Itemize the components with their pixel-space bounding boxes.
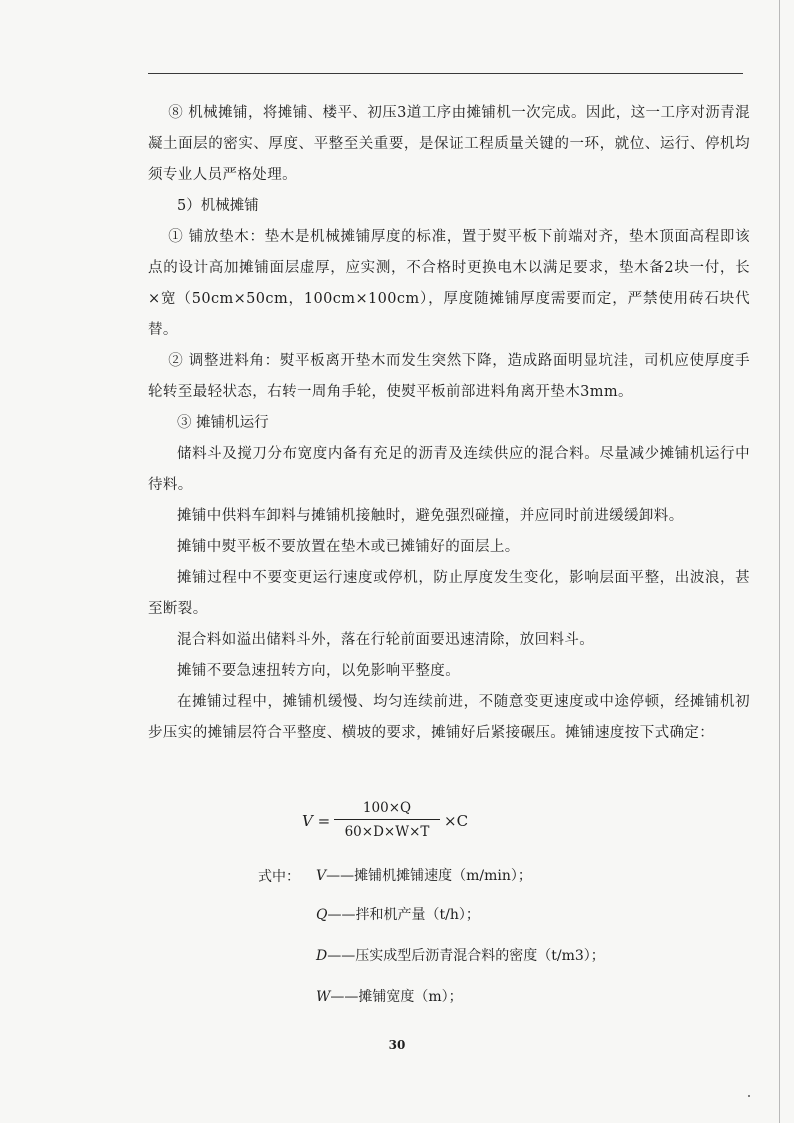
definitions-label: 式中： [258,869,300,885]
definition-v [316,865,532,887]
definition-symbol: W [316,989,331,1005]
paragraph-hopper-supply: 储料斗及搅刀分布宽度内备有充足的沥青及连续供应的混合料。尽量减少摊铺机运行中待料。 [148,446,750,493]
definition-text: ——摊铺宽度（m）； [330,989,463,1005]
paragraph-no-sharp-turns: 摊铺不要急速扭转方向，以免影响平整度。 [177,663,461,679]
paragraph-speed-constant: 摊铺过程中不要变更运行速度或停机，防止厚度发生变化，影响层面平整，出波浪，甚至断裂。 [148,570,750,617]
formula-lhs: V = [302,812,331,830]
definition-d [316,945,605,967]
scan-speck [748,1095,750,1097]
formula-denominator: 60×D×W×T [344,824,430,840]
header-rule [148,73,743,74]
paragraph-screed-placement: 摊铺中熨平板不要放置在垫木或已摊铺好的面层上。 [177,539,520,555]
paragraph-paving-speed: 在摊铺过程中，摊铺机缓慢、均匀连续前进，不随意变更速度或中途停顿，经摊铺机初步压实的摊铺层符合平整度、横坡的要求，摊铺好后紧接碾压。摊铺速度按下式确定： [148,694,750,741]
definition-symbol: Q [316,907,328,923]
paragraph-overflow-cleanup: 混合料如溢出储料斗外，落在行轮前面要迅速清除，放回料斗。 [177,632,595,648]
fraction-bar [334,819,440,820]
section-heading-mechanical-paving: 5）机械摊铺 [177,198,259,214]
paragraph-place-wood-block: ① 铺放垫木：垫木是机械摊铺厚度的标准，置于熨平板下前端对齐，垫木顶面高程即该点的设计高加摊铺面层虚厚，应实测，不合格时更换电木以满足要求，垫木备2块一付，长×宽（50cm×50cm，100cm×100cm），厚度随摊铺厚度需要而定，严禁使用砖石块代替。 [148,229,750,338]
paving-speed-formula [302,798,502,848]
definition-text: ——拌和机产量（t/h）； [327,907,480,923]
body-text [148,98,750,780]
paragraph-adjust-feed-angle: ② 调整进料角：熨平板离开垫木而发生突然下降，造成路面明显坑洼，司机应使厚度手轮转至最轻状态，右转一周角手轮，使熨平板前部进料角离开垫木3mm。 [148,353,750,400]
definition-text: ——压实成型后沥青混合料的密度（t/m3）； [327,948,605,964]
formula-numerator: 100×Q [362,800,412,816]
subheading-paver-operation: ③ 摊铺机运行 [177,415,269,431]
definition-text: ——摊铺机摊铺速度（m/min）； [326,868,532,884]
paragraph-truck-unloading: 摊铺中供料车卸料与摊铺机接触时，避免强烈碰撞，并应同时前进缓缓卸料。 [177,508,684,524]
paragraph-step-8: ⑧ 机械摊铺，将摊铺、楼平、初压3道工序由摊铺机一次完成。因此，这一工序对沥青混凝土面层的密实、厚度、平整至关重要，是保证工程质量关键的一环，就位、运行、停机均须专业人员严格处理。 [148,105,750,183]
scan-edge-line [779,0,780,1123]
formula-rhs: ×C [444,812,469,830]
page-number: 30 [388,1038,406,1052]
definition-symbol: D [316,948,328,964]
definition-symbol: V [316,868,327,884]
formula-fraction [332,798,442,842]
definition-w [316,986,463,1008]
definition-q [316,904,480,926]
